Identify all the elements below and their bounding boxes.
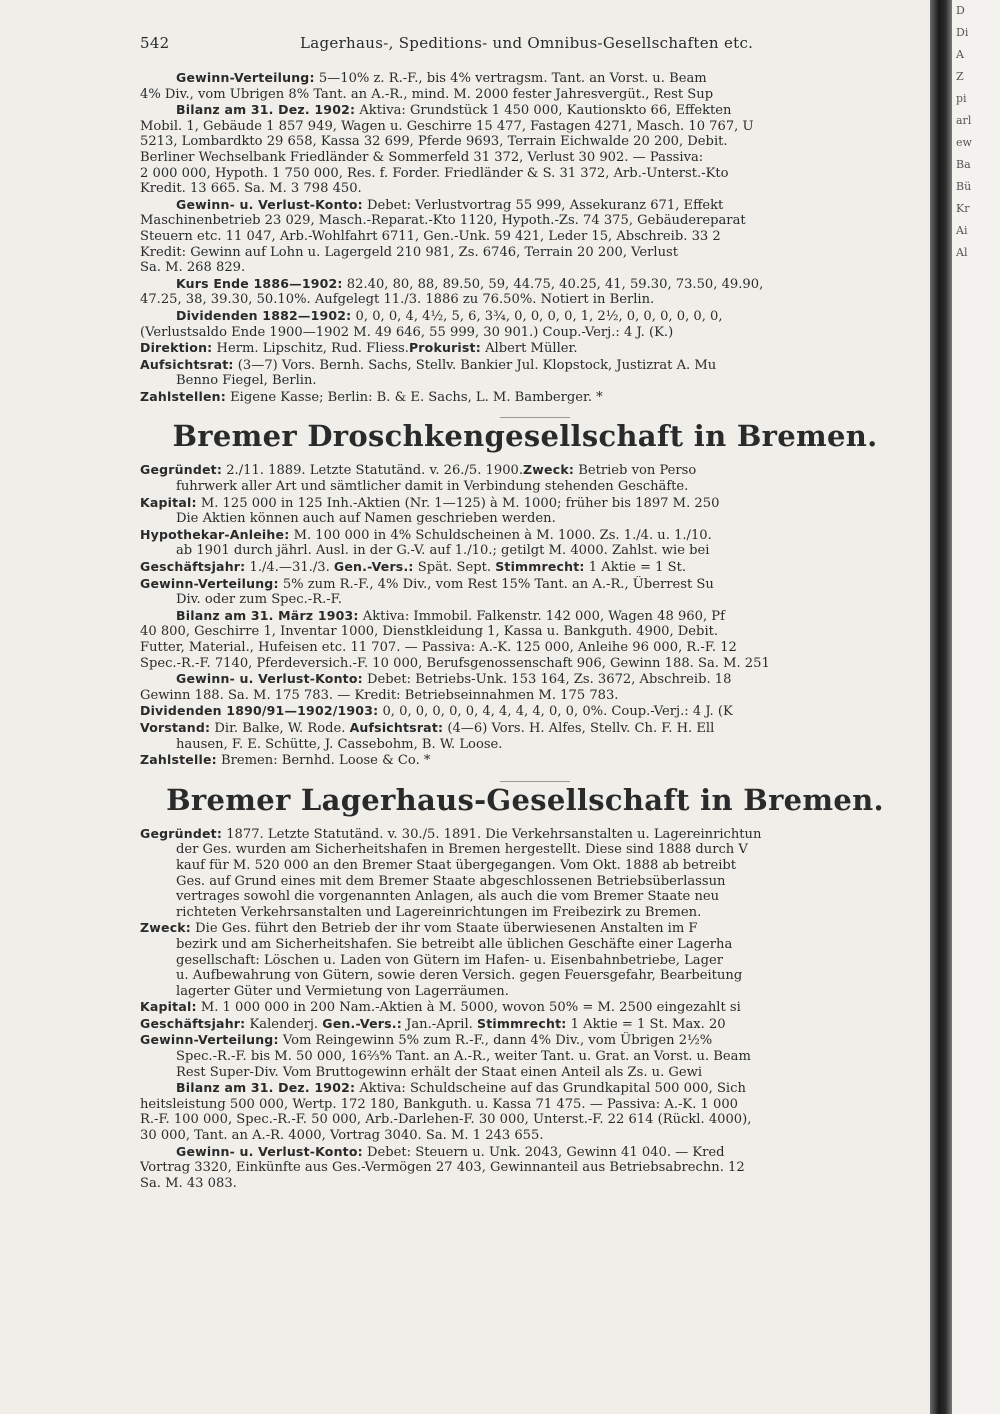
text-line bbox=[140, 968, 930, 984]
running-head-title: Lagerhaus-, Speditions- und Omnibus-Gesellschaften etc. bbox=[300, 34, 754, 52]
entry-text: u. Aufbewahrung von Gütern, sowie deren Versich. gegen Feuersgefahr, Bearbeitung bbox=[176, 968, 743, 984]
facing-page-fragment: Al bbox=[956, 246, 968, 259]
entry-text: Debet: Betriebs-Unk. 153 164, Zs. 3672, Abschreib. 18 bbox=[362, 672, 732, 688]
entry-keyword: Kurs Ende 1886—1902: bbox=[176, 275, 343, 291]
entry-text: 5—10% z. R.-F., bis 4% vertragsm. Tant. an Vorst. u. Beam bbox=[314, 71, 707, 86]
entry-text: R.-F. 100 000, Spec.-R.-F. 50 000, Arb.-Darlehen-F. 30 000, Unterst.-F. 22 614 (Rückl. 4000), bbox=[140, 1112, 752, 1128]
facing-page-fragment: Ai bbox=[956, 224, 968, 237]
entry-text: Kredit. 13 665. Sa. M. 3 798 450. bbox=[140, 181, 362, 197]
entry-text: 1877. Letzte Statutänd. v. 30./5. 1891. Die Verkehrsanstalten u. Lagereinrichtun bbox=[222, 826, 762, 842]
text-line bbox=[140, 229, 930, 245]
entry-text: gesellschaft: Löschen u. Laden von Gütern im Hafen- u. Eisenbahnbetriebe, Lager bbox=[176, 952, 723, 968]
entry-keyword: Bilanz am 31. Dez. 1902: bbox=[176, 102, 356, 118]
book-gutter bbox=[930, 0, 952, 1414]
entry-keyword: Vorstand: bbox=[140, 719, 211, 735]
text-line bbox=[140, 1144, 930, 1161]
text-line bbox=[140, 671, 930, 688]
entry-text: 47.25, 38, 39.30, 50.10%. Aufgelegt 11./3. 1886 zu 76.50%. Notiert in Berlin. bbox=[140, 292, 655, 308]
entry-text: 4% Div., vom Übrigen 8% Tant. an A.-R., mind. M. 2000 fester Jahresvergüt., Rest Sup bbox=[140, 86, 714, 102]
entry-text: Albert Müller. bbox=[480, 341, 578, 357]
text-line bbox=[140, 737, 930, 753]
entry-text: 5% zum R.-F., 4% Div., vom Rest 15% Tant. an A.-R., Überrest Su bbox=[278, 576, 714, 592]
facing-page-fragment: ew bbox=[956, 136, 972, 149]
entry-text: Spec.-R.-F. bis M. 50 000, 16⅔% Tant. an A.-R., weiter Tant. u. Grat. an Vorst. u. Beam bbox=[176, 1049, 751, 1065]
text-line bbox=[140, 134, 930, 150]
text-line bbox=[140, 102, 930, 119]
text-line bbox=[140, 543, 930, 559]
entry-text: Maschinenbetrieb 23 029, Masch.-Reparat.-Kto 1120, Hypoth.-Zs. 74 375, Gebäudereparat bbox=[140, 213, 746, 229]
text-line bbox=[140, 166, 930, 182]
entry-text: vertrages sowohl die vorgenannten Anlagen, als auch die vom Bremer Staate neu bbox=[176, 889, 720, 905]
text-line bbox=[140, 197, 930, 214]
entry-text: M. 100 000 in 4% Schuldscheinen à M. 1000. Zs. 1./4. u. 1./10. bbox=[289, 527, 712, 543]
entry-keyword: Zahlstellen: bbox=[140, 388, 226, 404]
text-line bbox=[140, 292, 930, 308]
text-line bbox=[140, 389, 930, 406]
entry-text: Gewinn 188. Sa. M. 175 783. — Kredit: Betriebseinnahmen M. 175 783. bbox=[140, 687, 619, 703]
entry-keyword: Gen.-Vers.: bbox=[322, 1015, 402, 1031]
text-line bbox=[140, 462, 930, 479]
entry-keyword: Gewinn-Verteilung: bbox=[140, 575, 279, 591]
entry-keyword: Gen.-Vers.: bbox=[333, 559, 414, 575]
facing-page-fragment: Di bbox=[956, 26, 969, 39]
text-line bbox=[140, 1080, 930, 1097]
text-line bbox=[140, 752, 930, 769]
facing-page-fragment: Kr bbox=[956, 202, 970, 215]
entry-keyword: Bilanz am 31. Dez. 1902: bbox=[176, 1080, 356, 1096]
text-line bbox=[140, 984, 930, 1000]
text-line bbox=[140, 1097, 930, 1113]
page-number: 542 bbox=[140, 34, 170, 52]
entry-keyword: Bilanz am 31. März 1903: bbox=[176, 607, 359, 623]
entry-text: Kalenderj. bbox=[245, 1016, 323, 1032]
text-line bbox=[140, 511, 930, 527]
entry-text: (4—6) Vors. H. Alfes, Stellv. Ch. F. H. Ell bbox=[443, 720, 715, 736]
entry-keyword: Kapital: bbox=[140, 494, 197, 510]
entry-text: 1./4.—31./3. bbox=[245, 560, 334, 576]
entry-text: Aktiva: Schuldscheine auf das Grundkapital 500 000, Sich bbox=[355, 1081, 746, 1097]
entry-text: (3—7) Vors. Bernh. Sachs, Stellv. Bankier Jul. Klopstock, Justizrat A. Mu bbox=[233, 357, 717, 373]
entry-text: richteten Verkehrsanstalten und Lagereinrichtungen im Freibezirk zu Bremen. bbox=[176, 904, 702, 920]
text-line bbox=[140, 357, 930, 374]
text-line bbox=[140, 703, 930, 720]
entry-text: Spät. Sept. bbox=[413, 560, 496, 576]
entry-keyword: Zweck: bbox=[140, 920, 192, 936]
text-line bbox=[140, 276, 930, 293]
entry-text: M. 1 000 000 in 200 Nam.-Aktien à M. 5000, wovon 50% = M. 2500 eingezahlt si bbox=[196, 1000, 741, 1016]
entry-keyword: Stimmrecht: bbox=[495, 559, 585, 575]
section-title-bremer-lagerhaus: Bremer Lagerhaus-Gesellschaft in Bremen. bbox=[166, 782, 884, 817]
entry-text: 0, 0, 0, 4, 4½, 5, 6, 3¾, 0, 0, 0, 0, 1, 2½, 0, 0, 0, 0, 0, 0, bbox=[351, 308, 723, 324]
page-content bbox=[140, 70, 930, 1191]
entry-text: Bremen: Bernhd. Loose & Co. * bbox=[216, 753, 431, 769]
entry-keyword: Gewinn- u. Verlust-Konto: bbox=[176, 671, 363, 687]
text-line bbox=[140, 479, 930, 495]
entry-text: Vom Reingewinn 5% zum R.-F., dann 4% Div., vom Übrigen 2½% bbox=[278, 1033, 713, 1049]
entry-keyword: Gewinn- u. Verlust-Konto: bbox=[176, 196, 363, 212]
entry-text: Die Ges. führt den Betrieb der ihr vom Staate überwiesenen Anstalten im F bbox=[191, 921, 698, 937]
text-line bbox=[140, 150, 930, 166]
text-line bbox=[140, 720, 930, 737]
entry-keyword: Aufsichtsrat: bbox=[349, 719, 444, 735]
entry-keyword: Aufsichtsrat: bbox=[140, 356, 234, 372]
entry-text: Aktiva: Immobil. Falkenstr. 142 000, Wagen 48 960, Pf bbox=[358, 608, 725, 624]
text-line bbox=[140, 1016, 930, 1033]
text-line bbox=[140, 937, 930, 953]
entry-text: 82.40, 80, 88, 89.50, 59, 44.75, 40.25, 41, 59.30, 73.50, 49.90, bbox=[342, 276, 764, 292]
entry-text: kauf für M. 520 000 an den Bremer Staat übergegangen. Vom Okt. 1888 ab betreibt bbox=[176, 857, 737, 873]
facing-page-edge bbox=[952, 0, 1000, 1414]
entry-keyword: Hypothekar-Anleihe: bbox=[140, 526, 290, 542]
facing-page-fragment: D bbox=[956, 4, 965, 17]
entry-text: Debet: Verlustvortrag 55 999, Assekuranz 671, Effekt bbox=[362, 197, 724, 213]
entry-text: Herm. Lipschitz, Rud. Fliess. bbox=[212, 341, 409, 357]
entry-text: Vortrag 3320, Einkünfte aus Ges.-Vermögen 27 403, Gewinnanteil aus Betriebsabrechn. 12 bbox=[140, 1160, 745, 1176]
entry-text: 2./11. 1889. Letzte Statutänd. v. 26./5. 1900. bbox=[222, 463, 524, 479]
entry-keyword: Zahlstelle: bbox=[140, 752, 217, 768]
entry-keyword: Dividenden 1890/91—1902/1903: bbox=[140, 703, 379, 719]
facing-page-fragment: pi bbox=[956, 92, 967, 105]
facing-page-fragment: Ba bbox=[956, 158, 971, 171]
running-head bbox=[140, 34, 848, 54]
text-line bbox=[140, 608, 930, 625]
text-line bbox=[140, 656, 930, 672]
entry-text: Berliner Wechselbank Friedländer & Sommerfeld 31 372, Verlust 30 902. — Passiva: bbox=[140, 149, 704, 165]
entry-text: Mobil. 1, Gebäude 1 857 949, Wagen u. Geschirre 15 477, Fastagen 4271, Masch. 10 767, U bbox=[140, 118, 754, 134]
text-line bbox=[140, 308, 930, 325]
text-line bbox=[140, 640, 930, 656]
entry-text: (Verlustsaldo Ende 1900—1902 M. 49 646, 55 999, 30 901.) Coup.-Verj.: 4 J. (K.) bbox=[140, 324, 674, 340]
text-line bbox=[140, 1128, 930, 1144]
text-line bbox=[140, 953, 930, 969]
text-line bbox=[140, 245, 930, 261]
text-line bbox=[140, 70, 930, 87]
entry-keyword: Stimmrecht: bbox=[477, 1015, 567, 1031]
entry-text: ab 1901 durch jährl. Ausl. in der G.-V. auf 1./10.; getilgt M. 4000. Zahlst. wie bei bbox=[176, 543, 710, 559]
entry-text: Debet: Steuern u. Unk. 2043, Gewinn 41 040. — Kred bbox=[362, 1144, 725, 1160]
text-line bbox=[140, 905, 930, 921]
text-line bbox=[140, 559, 930, 576]
entry-text: Ges. auf Grund eines mit dem Bremer Staate abgeschlossenen Betriebsüberlassun bbox=[176, 873, 726, 889]
text-line bbox=[140, 373, 930, 389]
facing-page-fragment: Bü bbox=[956, 180, 972, 193]
facing-page-fragment: Z bbox=[956, 70, 964, 83]
text-line bbox=[140, 624, 930, 640]
entry-text: 30 000, Tant. an A.-R. 4000, Vortrag 3040. Sa. M. 1 243 655. bbox=[140, 1128, 544, 1144]
text-line bbox=[140, 87, 930, 103]
entry-text: bezirk und am Sicherheitshafen. Sie betreibt alle üblichen Geschäfte einer Lagerha bbox=[176, 936, 733, 952]
entry-text: Sa. M. 43 083. bbox=[140, 1175, 237, 1191]
section-lagerhaus-entry-tail bbox=[140, 70, 930, 405]
text-line bbox=[140, 592, 930, 608]
entry-text: Aktiva: Grundstück 1 450 000, Kautionskto 66, Effekten bbox=[355, 103, 732, 119]
text-line bbox=[140, 527, 930, 544]
entry-text: Benno Fiegel, Berlin. bbox=[176, 373, 317, 389]
text-line bbox=[140, 1160, 930, 1176]
entry-text: Kredit: Gewinn auf Lohn u. Lagergeld 210 981, Zs. 6746, Terrain 20 200, Verlust bbox=[140, 244, 679, 260]
text-line bbox=[140, 874, 930, 890]
text-line bbox=[140, 576, 930, 593]
text-line bbox=[140, 181, 930, 197]
entry-keyword: Geschäftsjahr: bbox=[140, 1015, 246, 1031]
entry-text: 0, 0, 0, 0, 0, 0, 4, 4, 4, 4, 0, 0, 0%. Coup.-Verj.: 4 J. (K bbox=[378, 704, 733, 720]
entry-keyword: Gewinn- u. Verlust-Konto: bbox=[176, 1143, 363, 1159]
entry-text: lagerter Güter und Vermietung von Lagerräumen. bbox=[176, 983, 509, 999]
entry-text: 40 800, Geschirre 1, Inventar 1000, Dienstkleidung 1, Kassa u. Bankguth. 4900, Debit. bbox=[140, 624, 719, 640]
text-line bbox=[140, 325, 930, 341]
text-line bbox=[140, 826, 930, 843]
text-line bbox=[140, 1065, 930, 1081]
text-line bbox=[140, 1176, 930, 1192]
text-line bbox=[140, 495, 930, 512]
entry-text: hausen, F. E. Schütte, J. Cassebohm, B. W. Loose. bbox=[176, 736, 503, 752]
text-line bbox=[140, 260, 930, 276]
entry-text: 2 000 000, Hypoth. 1 750 000, Res. f. Forder. Friedländer & S. 31 372, Arb.-Unterst.-Kto bbox=[140, 165, 729, 181]
entry-keyword: Dividenden 1882—1902: bbox=[176, 307, 352, 323]
text-line bbox=[140, 1049, 930, 1065]
text-line bbox=[140, 889, 930, 905]
entry-text: M. 125 000 in 125 Inh.-Aktien (Nr. 1—125) à M. 1000; früher bis 1897 M. 250 bbox=[196, 495, 720, 511]
section-bremer-lagerhaus bbox=[140, 826, 930, 1192]
entry-keyword: Zweck: bbox=[523, 462, 575, 478]
entry-text: Dir. Balke, W. Rode. bbox=[210, 720, 350, 736]
entry-text: Die Aktien können auch auf Namen geschrieben werden. bbox=[176, 511, 556, 527]
entry-text: Steuern etc. 11 047, Arb.-Wohlfahrt 6711, Gen.-Unk. 59 421, Leder 15, Abschreib. 33 2 bbox=[140, 228, 721, 244]
section-bremer-droschken bbox=[140, 462, 930, 768]
entry-keyword: Direktion: bbox=[140, 340, 213, 356]
text-line bbox=[140, 119, 930, 135]
entry-text: Jan.-April. bbox=[401, 1016, 477, 1032]
facing-page-fragment: arl bbox=[956, 114, 972, 127]
entry-text: Rest Super-Div. Vom Bruttogewinn erhält der Staat einen Anteil als Zs. u. Gewi bbox=[176, 1064, 703, 1080]
facing-page-fragment: A bbox=[956, 48, 964, 61]
entry-keyword: Prokurist: bbox=[408, 340, 481, 356]
text-line bbox=[140, 688, 930, 704]
text-line bbox=[140, 1032, 930, 1049]
entry-text: heitsleistung 500 000, Wertp. 172 180, Bankguth. u. Kassa 71 475. — Passiva: A.-K. 1 000 bbox=[140, 1096, 739, 1112]
entry-keyword: Gegründet: bbox=[140, 462, 223, 478]
text-line bbox=[140, 999, 930, 1016]
entry-text: 1 Aktie = 1 St. bbox=[584, 560, 687, 576]
entry-text: 1 Aktie = 1 St. Max. 20 bbox=[566, 1016, 726, 1032]
entry-text: Eigene Kasse; Berlin: B. & E. Sachs, L. M. Bamberger. * bbox=[225, 389, 603, 405]
text-line bbox=[140, 340, 930, 357]
text-line bbox=[140, 920, 930, 937]
entry-keyword: Geschäftsjahr: bbox=[140, 559, 246, 575]
text-line bbox=[140, 213, 930, 229]
entry-keyword: Kapital: bbox=[140, 999, 197, 1015]
text-line bbox=[140, 1112, 930, 1128]
entry-text: fuhrwerk aller Art und sämtlicher damit in Verbindung stehenden Geschäfte. bbox=[176, 479, 689, 495]
entry-text: Sa. M. 268 829. bbox=[140, 260, 246, 276]
entry-keyword: Gewinn-Verteilung: bbox=[176, 70, 315, 85]
entry-keyword: Gegründet: bbox=[140, 825, 223, 841]
entry-text: der Ges. wurden am Sicherheitshafen in Bremen hergestellt. Diese sind 1888 durch V bbox=[176, 842, 748, 858]
entry-text: Futter, Material., Hufeisen etc. 11 707. — Passiva: A.-K. 125 000, Anleihe 96 000, R.-F. 12 bbox=[140, 640, 737, 655]
text-line bbox=[140, 842, 930, 858]
entry-text: Spec.-R.-F. 7140, Pferdeversich.-F. 10 000, Berufsgenossenschaft 906, Gewinn 188. Sa. M. 251 bbox=[140, 655, 770, 671]
entry-text: Div. oder zum Spec.-R.-F. bbox=[176, 592, 342, 608]
section-title-bremer-droschken: Bremer Droschkengesellschaft in Bremen. bbox=[172, 419, 878, 454]
text-line bbox=[140, 858, 930, 874]
entry-text: 5213, Lombardkto 29 658, Kassa 32 699, Pferde 9693, Terrain Eichwalde 20 200, Debit. bbox=[140, 134, 728, 150]
entry-keyword: Gewinn-Verteilung: bbox=[140, 1032, 279, 1048]
entry-text: Betrieb von Perso bbox=[574, 463, 697, 479]
